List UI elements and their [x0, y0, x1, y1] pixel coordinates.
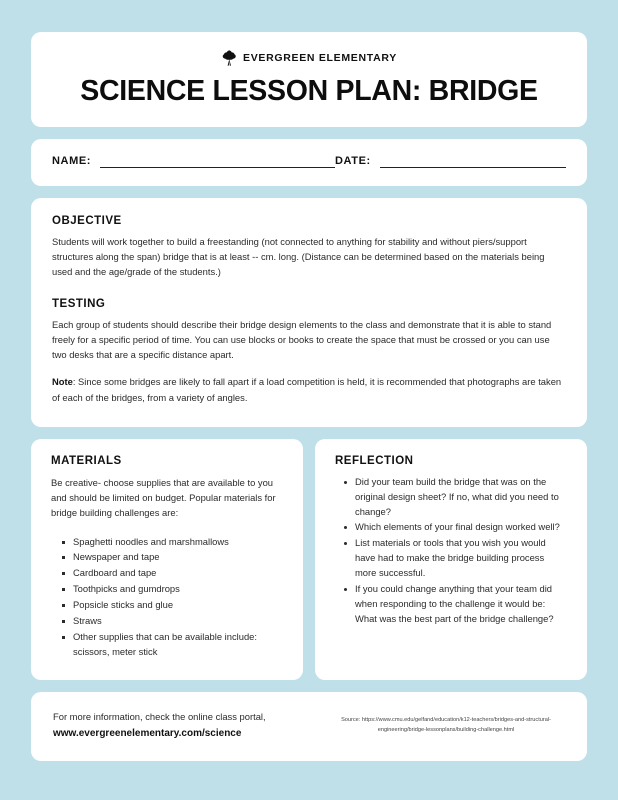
footer-source-citation: Source: https://www.cmu.edu/gelfand/education/k12-teachers/bridges-and-structural-engineering/bridge-lessonplans/building-challenge.html — [341, 717, 551, 733]
name-input-line[interactable] — [100, 158, 335, 168]
footer-portal-link[interactable]: www.evergreenelementary.com/science — [53, 727, 242, 739]
reflection-list — [335, 475, 567, 627]
note-label: Note — [52, 376, 73, 388]
footer-card — [31, 692, 587, 761]
name-date-card — [31, 139, 587, 186]
date-field[interactable] — [335, 156, 566, 168]
brand-row — [51, 50, 567, 66]
page-title: SCIENCE LESSON PLAN: BRIDGE — [80, 75, 538, 107]
footer-info-text: For more information, check the online class portal, — [53, 711, 266, 723]
footer-info — [53, 710, 266, 741]
objective-text: Students will work together to build a freestanding (not connected to anything for stability and without piers/support structures along the span) bridge that is at least -- cm. long. (Distance can be determined based on the materials being used and the age/grade of the students.) — [52, 235, 545, 278]
list-item: Popsicle sticks and glue — [73, 598, 283, 613]
list-item: List materials or tools that you wish you would have had to make the bridge building process more successful. — [355, 536, 567, 581]
list-item: Toothpicks and gumdrops — [73, 582, 283, 597]
date-label: DATE: — [335, 154, 371, 167]
list-item: Which elements of your final design worked well? — [355, 520, 567, 535]
header-card — [31, 32, 587, 127]
date-input-line[interactable] — [380, 158, 566, 168]
two-column-row — [31, 439, 587, 681]
list-item: Spaghetti noodles and marshmallows — [73, 535, 283, 550]
list-item: Straws — [73, 614, 283, 629]
note-paragraph — [52, 374, 566, 404]
reflection-heading: REFLECTION — [335, 454, 414, 467]
reflection-card — [315, 439, 587, 681]
objective-testing-card — [31, 198, 587, 427]
testing-text: Each group of students should describe their bridge design elements to the class and demonstrate that it is able to stand freely for a specific period of time. You can use blocks or books to create the space that must be crossed or you can use two desks that are a specific distance apart. — [52, 318, 552, 361]
note-text: : Since some bridges are likely to fall apart if a load competition is held, it is recommended that photographs are taken of each of the bridges, from a variety of angles. — [52, 376, 562, 403]
brand-name: EVERGREEN ELEMENTARY — [242, 52, 398, 64]
list-item: Other supplies that can be available include: scissors, meter stick — [73, 630, 283, 660]
materials-list — [51, 535, 283, 660]
list-item: Newspaper and tape — [73, 550, 283, 565]
materials-card — [31, 439, 303, 681]
name-label: NAME: — [52, 154, 92, 167]
list-item: Did your team build the bridge that was on the original design sheet? If no, what did you need to change? — [355, 475, 567, 520]
name-field[interactable] — [52, 156, 335, 168]
list-item: If you could change anything that your team did when responding to the challenge it would be: What was the best part of the bridge challenge? — [355, 582, 567, 627]
objective-heading: OBJECTIVE — [52, 214, 122, 227]
testing-heading: TESTING — [52, 297, 106, 310]
list-item: Cardboard and tape — [73, 566, 283, 581]
materials-heading: MATERIALS — [51, 454, 122, 467]
tree-icon — [221, 50, 236, 66]
materials-intro: Be creative- choose supplies that are available to you and should be limited on budget. Popular materials for bridge building challenges are: — [51, 476, 276, 519]
